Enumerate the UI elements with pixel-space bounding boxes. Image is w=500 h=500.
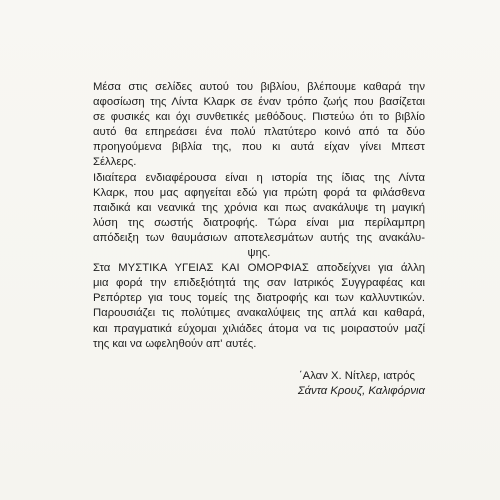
- text-line: Κλαρκ, που μας αφηγείται εδώ για πρώτη φορά τα φιλάσθενα: [93, 186, 425, 199]
- paragraph-2: [93, 171, 425, 262]
- paragraph-3: [93, 261, 425, 352]
- signature-block: [125, 369, 425, 399]
- text-line: ψης.: [247, 247, 271, 260]
- text-line: παιδικά και νεανικά της χρόνια και πως ανακάλυψε τη μαγική: [93, 201, 425, 214]
- text-line: λύση της σωστής διατροφής. Τώρα είναι μια περίλαμπρη: [93, 216, 425, 229]
- text-line: Παρουσιάζει τις πολύτιμες ανακαλύψεις της απλά και καθαρά,: [93, 307, 425, 320]
- text-line: Σέλλερς.: [93, 156, 137, 169]
- text-line: απόδειξη των θαυμάσιων αποτελεσμάτων αυτής της ανακάλυ-: [93, 231, 425, 244]
- text-line: προηγούμενα βιβλία της, που κι αυτά είχαν γίνει Μπεστ: [93, 141, 425, 154]
- text-line: Στα ΜΥΣΤΙΚΑ ΥΓΕΙΑΣ ΚΑΙ ΟΜΟΡΦΙΑΣ αποδείχνει για άλλη: [93, 262, 425, 275]
- text-line: και πραγματικά εύχομαι χιλιάδες άτομα να τις μοιραστούν μαζί: [93, 322, 425, 335]
- text-line: μια φορά την επιδεξιότητά της σαν Ιατρικός Συγγραφέας και: [93, 277, 425, 290]
- author-name: ΄Αλαν Χ. Νίτλερ, ιατρός: [298, 370, 415, 382]
- text-line: της και να ωφεληθούν απ' αυτές.: [93, 337, 257, 350]
- author-location: Σάντα Κρουζ, Καλιφόρνια: [297, 385, 425, 398]
- text-line: Μέσα στις σελίδες αυτού του βιβλίου, βλέπουμε καθαρά την: [93, 81, 425, 93]
- text-line: σε φυσικές και όχι συνθετικές μεθόδους. Πιστεύω ότι το βιβλίο: [93, 111, 425, 124]
- text-line: αφοσίωση της Λίντα Κλαρκ σε έναν τρόπο ζωής που βασίζεται: [93, 96, 425, 109]
- text-line: Ρεπόρτερ για τους τομείς της διατροφής και των καλλυντικών.: [93, 292, 425, 305]
- text-line: αυτό θα επηρεάσει ένα πολύ πλατύτερο κοινό από τα δύο: [93, 126, 425, 139]
- foreword-text: [93, 80, 425, 352]
- text-line: Ιδιαίτερα ενδιαφέρουσα είναι η ιστορία της ίδιας της Λίντα: [93, 171, 425, 184]
- paragraph-1: [93, 80, 425, 171]
